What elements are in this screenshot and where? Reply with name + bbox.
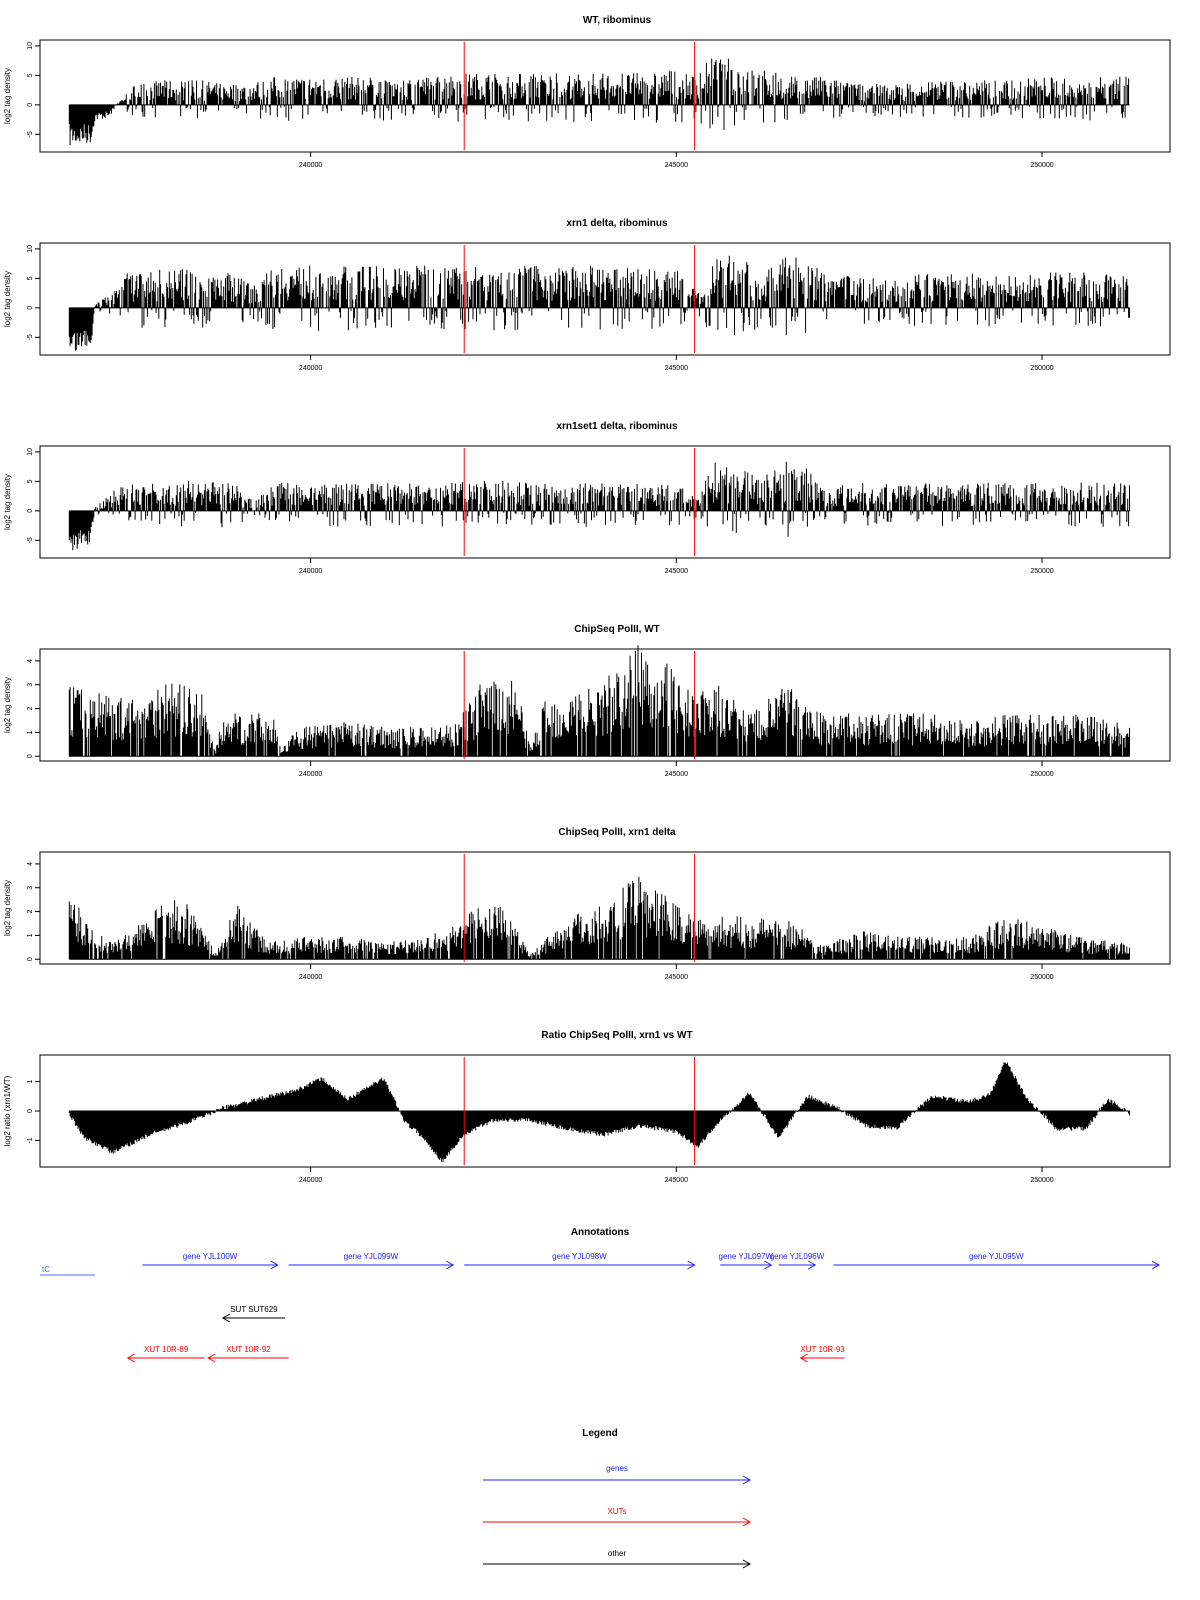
y-axis-label: log2 tag density	[3, 67, 12, 125]
y-tick-label: 10	[27, 447, 34, 456]
y-axis	[27, 245, 40, 341]
y-axis	[27, 659, 40, 758]
annotation-label: SUT SUT629	[230, 1305, 278, 1314]
x-tick-label: 240000	[298, 365, 323, 372]
x-tick-label: 250000	[1030, 1177, 1054, 1184]
x-tick-label: 245000	[664, 162, 688, 169]
y-tick-label: -5	[27, 131, 34, 138]
y-tick-label: 5	[27, 73, 34, 78]
x-axis	[299, 964, 1054, 981]
x-tick-label: 250000	[1030, 974, 1054, 981]
y-tick-label: 10	[27, 244, 34, 253]
panel-title: xrn1 delta, ribominus	[566, 218, 668, 229]
y-axis	[27, 1079, 40, 1143]
y-tick-label: 10	[27, 41, 34, 50]
track-panel	[3, 15, 1170, 169]
y-tick-label: 1	[27, 1079, 34, 1084]
y-axis-label: log2 tag density	[3, 676, 12, 734]
x-tick-label: 250000	[1030, 771, 1054, 778]
x-tick-label: 240000	[298, 974, 323, 981]
annotation-tc	[40, 1265, 95, 1275]
legend-label-genes: genes	[606, 1464, 628, 1473]
annotation-gene-yjl098w	[464, 1252, 694, 1269]
y-axis-label: log2 tag density	[3, 879, 12, 937]
track-panel	[3, 421, 1170, 575]
x-tick-label: 245000	[664, 1177, 688, 1184]
panel-title: xrn1set1 delta, ribominus	[556, 421, 678, 432]
y-axis	[27, 448, 40, 544]
y-tick-label: 1	[27, 933, 34, 938]
annotation-features	[40, 1252, 1159, 1362]
x-axis	[299, 558, 1054, 575]
annotation-label: gene YJL097W	[718, 1252, 774, 1261]
annotation-gene-yjl100w	[142, 1252, 277, 1269]
annotation-gene-yjl099w	[289, 1252, 454, 1269]
annotation-xut-10r-93	[800, 1345, 845, 1362]
y-tick-label: 0	[27, 957, 34, 962]
y-axis-label: log2 tag density	[3, 270, 12, 328]
track-panel	[3, 624, 1170, 778]
x-tick-label: 240000	[298, 162, 323, 169]
y-tick-label: 3	[27, 885, 34, 890]
y-tick-label: 4	[27, 658, 34, 663]
annotations-section	[40, 1227, 1159, 1362]
legend-section	[483, 1428, 750, 1568]
y-tick-label: 5	[27, 276, 34, 281]
annotation-label: gene YJL096W	[769, 1252, 825, 1261]
y-tick-label: 1	[27, 730, 34, 735]
annotation-xut-10r-92	[208, 1345, 288, 1362]
y-tick-label: 0	[27, 102, 34, 107]
panel-title: ChipSeq PolII, xrn1 delta	[558, 827, 676, 838]
y-tick-label: -5	[27, 537, 34, 544]
x-tick-label: 240000	[298, 1177, 323, 1184]
signal-series	[69, 1062, 1129, 1162]
track-panel	[3, 827, 1170, 981]
legend-title: Legend	[582, 1428, 618, 1439]
legend-label-other: other	[607, 1549, 627, 1558]
panel-title: WT, ribominus	[582, 15, 652, 26]
y-axis-label: log2 ratio (xrn1/WT)	[3, 1075, 12, 1147]
x-axis	[299, 761, 1054, 778]
y-tick-label: 3	[27, 682, 34, 687]
x-axis	[299, 355, 1054, 372]
x-tick-label: 250000	[1030, 568, 1054, 575]
panel-title: ChipSeq PolII, WT	[574, 624, 660, 635]
annotation-label: XUT 10R-92	[226, 1345, 271, 1354]
annotation-gene-yjl096w	[770, 1252, 825, 1269]
x-tick-label: 245000	[664, 568, 688, 575]
y-tick-label: 2	[27, 909, 34, 914]
y-axis	[27, 42, 40, 138]
signal-series	[69, 645, 1129, 756]
x-axis	[299, 1167, 1054, 1184]
y-tick-label: -5	[27, 334, 34, 341]
y-axis-label: log2 tag density	[3, 473, 12, 531]
annotation-label: XUT 10R-93	[800, 1345, 845, 1354]
panel-title: Ratio ChipSeq PolII, xrn1 vs WT	[541, 1030, 693, 1041]
y-tick-label: 2	[27, 706, 34, 711]
x-tick-label: 245000	[664, 974, 688, 981]
legend-item-genes	[483, 1464, 750, 1484]
signal-series	[69, 59, 1129, 145]
y-tick-label: 0	[27, 305, 34, 310]
signal-series	[69, 462, 1129, 550]
signal-bars	[69, 59, 1129, 145]
annotation-gene-yjl097w	[719, 1252, 774, 1269]
x-tick-label: 240000	[298, 771, 323, 778]
x-tick-label: 250000	[1030, 162, 1054, 169]
signal-bars	[69, 645, 1129, 756]
track-panels	[3, 15, 1170, 1184]
annotation-label: gene YJL100W	[182, 1252, 238, 1261]
annotations-title: Annotations	[570, 1227, 630, 1238]
annotation-label: gene YJL099W	[343, 1252, 399, 1261]
y-tick-label: 0	[27, 754, 34, 759]
x-tick-label: 245000	[664, 365, 688, 372]
y-tick-label: 0	[27, 508, 34, 513]
annotation-sut-sut629	[223, 1305, 285, 1322]
y-axis	[27, 862, 40, 961]
annotation-label: tC	[42, 1265, 50, 1274]
annotation-label: gene YJL098W	[552, 1252, 607, 1261]
annotation-label: gene YJL095W	[969, 1252, 1024, 1261]
legend-item-xuts	[483, 1507, 750, 1526]
y-tick-label: 5	[27, 479, 34, 484]
track-panel	[3, 218, 1170, 372]
signal-bars	[69, 877, 1129, 959]
y-tick-label: 0	[27, 1109, 34, 1113]
y-tick-label: 4	[27, 861, 34, 866]
x-axis	[299, 152, 1054, 169]
legend-item-other	[483, 1549, 750, 1568]
signal-series	[69, 256, 1129, 351]
legend-label-xuts: XUTs	[607, 1507, 627, 1516]
signal-bars	[69, 1062, 1129, 1162]
signal-bars	[69, 462, 1129, 550]
x-tick-label: 245000	[664, 771, 688, 778]
annotation-gene-yjl095w	[834, 1252, 1159, 1269]
signal-bars	[69, 256, 1129, 351]
y-tick-label: -1	[27, 1137, 34, 1144]
x-tick-label: 250000	[1030, 365, 1054, 372]
signal-series	[69, 877, 1129, 959]
annotation-xut-10r-89	[128, 1345, 205, 1362]
track-panel	[3, 1030, 1170, 1184]
x-tick-label: 240000	[298, 568, 323, 575]
annotation-label: XUT 10R-89	[144, 1345, 189, 1354]
